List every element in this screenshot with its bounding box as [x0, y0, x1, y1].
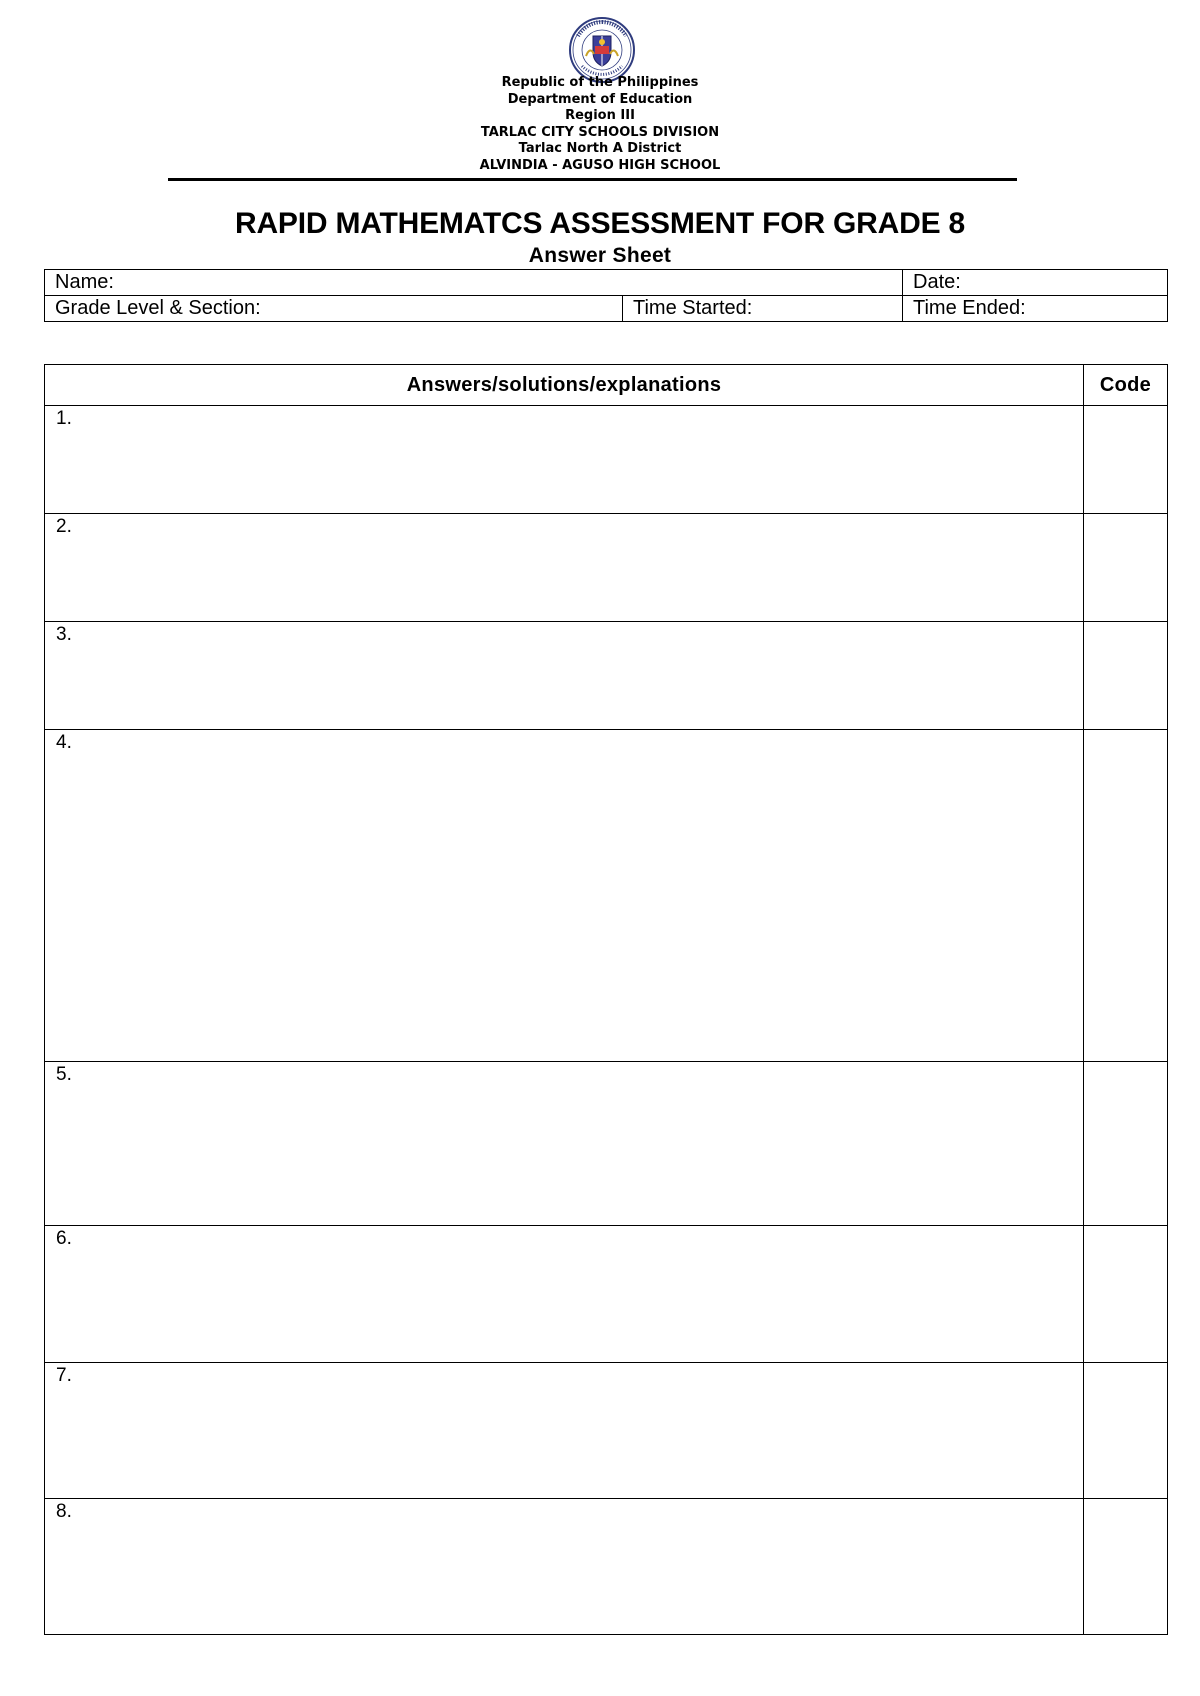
answer-number-2: 2. [56, 516, 72, 537]
page-title: RAPID MATHEMATCS ASSESSMENT FOR GRADE 8 [234, 207, 965, 240]
answer-cell-5[interactable] [45, 1062, 1084, 1226]
grade-section-field[interactable] [45, 296, 623, 322]
answer-cell-1[interactable] [45, 406, 1084, 514]
letterhead-line-division: TARLAC CITY SCHOOLS DIVISION [480, 124, 720, 140]
code-cell-7[interactable] [1084, 1363, 1168, 1499]
name-field[interactable] [45, 270, 903, 296]
letterhead-line-district: Tarlac North A District [518, 141, 682, 157]
code-cell-4[interactable] [1084, 730, 1168, 1062]
letterhead-line-republic: Republic of the Philippines [501, 75, 699, 90]
answers-table-header-row [45, 365, 1168, 406]
answer-number-3: 3. [56, 624, 72, 645]
time-started-label: Time Started: [633, 297, 753, 319]
answer-number-1: 1. [56, 408, 72, 429]
answers-column-header: Answers/solutions/explanations [45, 365, 1084, 406]
code-cell-8[interactable] [1084, 1499, 1168, 1635]
answer-cell-2[interactable] [45, 514, 1084, 622]
time-ended-field[interactable] [903, 296, 1168, 322]
page-subtitle: Answer Sheet [528, 244, 672, 267]
answer-row-6 [45, 1226, 1168, 1363]
answer-number-6: 6. [56, 1228, 72, 1249]
answer-cell-6[interactable] [45, 1226, 1084, 1363]
code-column-header: Code [1084, 365, 1168, 406]
name-label: Name: [55, 271, 114, 293]
answer-cell-4[interactable] [45, 730, 1084, 1062]
header-divider [168, 178, 1017, 181]
answer-number-5: 5. [56, 1064, 72, 1085]
answer-row-1 [45, 406, 1168, 514]
code-cell-5[interactable] [1084, 1062, 1168, 1226]
answer-number-4: 4. [56, 732, 72, 753]
answer-cell-7[interactable] [45, 1363, 1084, 1499]
date-label: Date: [913, 271, 961, 293]
date-field[interactable] [903, 270, 1168, 296]
answer-cell-3[interactable] [45, 622, 1084, 730]
student-info-table [44, 269, 1168, 322]
answer-number-8: 8. [56, 1501, 72, 1522]
grade-section-label: Grade Level & Section: [55, 297, 261, 319]
answer-number-7: 7. [56, 1365, 72, 1386]
letterhead-line-school: ALVINDIA - AGUSO HIGH SCHOOL [479, 157, 721, 173]
code-cell-1[interactable] [1084, 406, 1168, 514]
answers-table [44, 364, 1168, 1635]
answer-row-3 [45, 622, 1168, 730]
time-ended-label: Time Ended: [913, 297, 1026, 319]
code-cell-3[interactable] [1084, 622, 1168, 730]
letterhead [300, 75, 900, 175]
letterhead-line-region: Region III [565, 108, 635, 124]
deped-seal-icon [568, 16, 636, 84]
answer-row-2 [45, 514, 1168, 622]
answer-row-7 [45, 1363, 1168, 1499]
answer-row-8 [45, 1499, 1168, 1635]
answer-cell-8[interactable] [45, 1499, 1084, 1635]
answer-row-5 [45, 1062, 1168, 1226]
answer-row-4 [45, 730, 1168, 1062]
time-started-field[interactable] [623, 296, 903, 322]
code-cell-2[interactable] [1084, 514, 1168, 622]
code-cell-6[interactable] [1084, 1226, 1168, 1363]
letterhead-line-department: Department of Education [507, 91, 693, 107]
